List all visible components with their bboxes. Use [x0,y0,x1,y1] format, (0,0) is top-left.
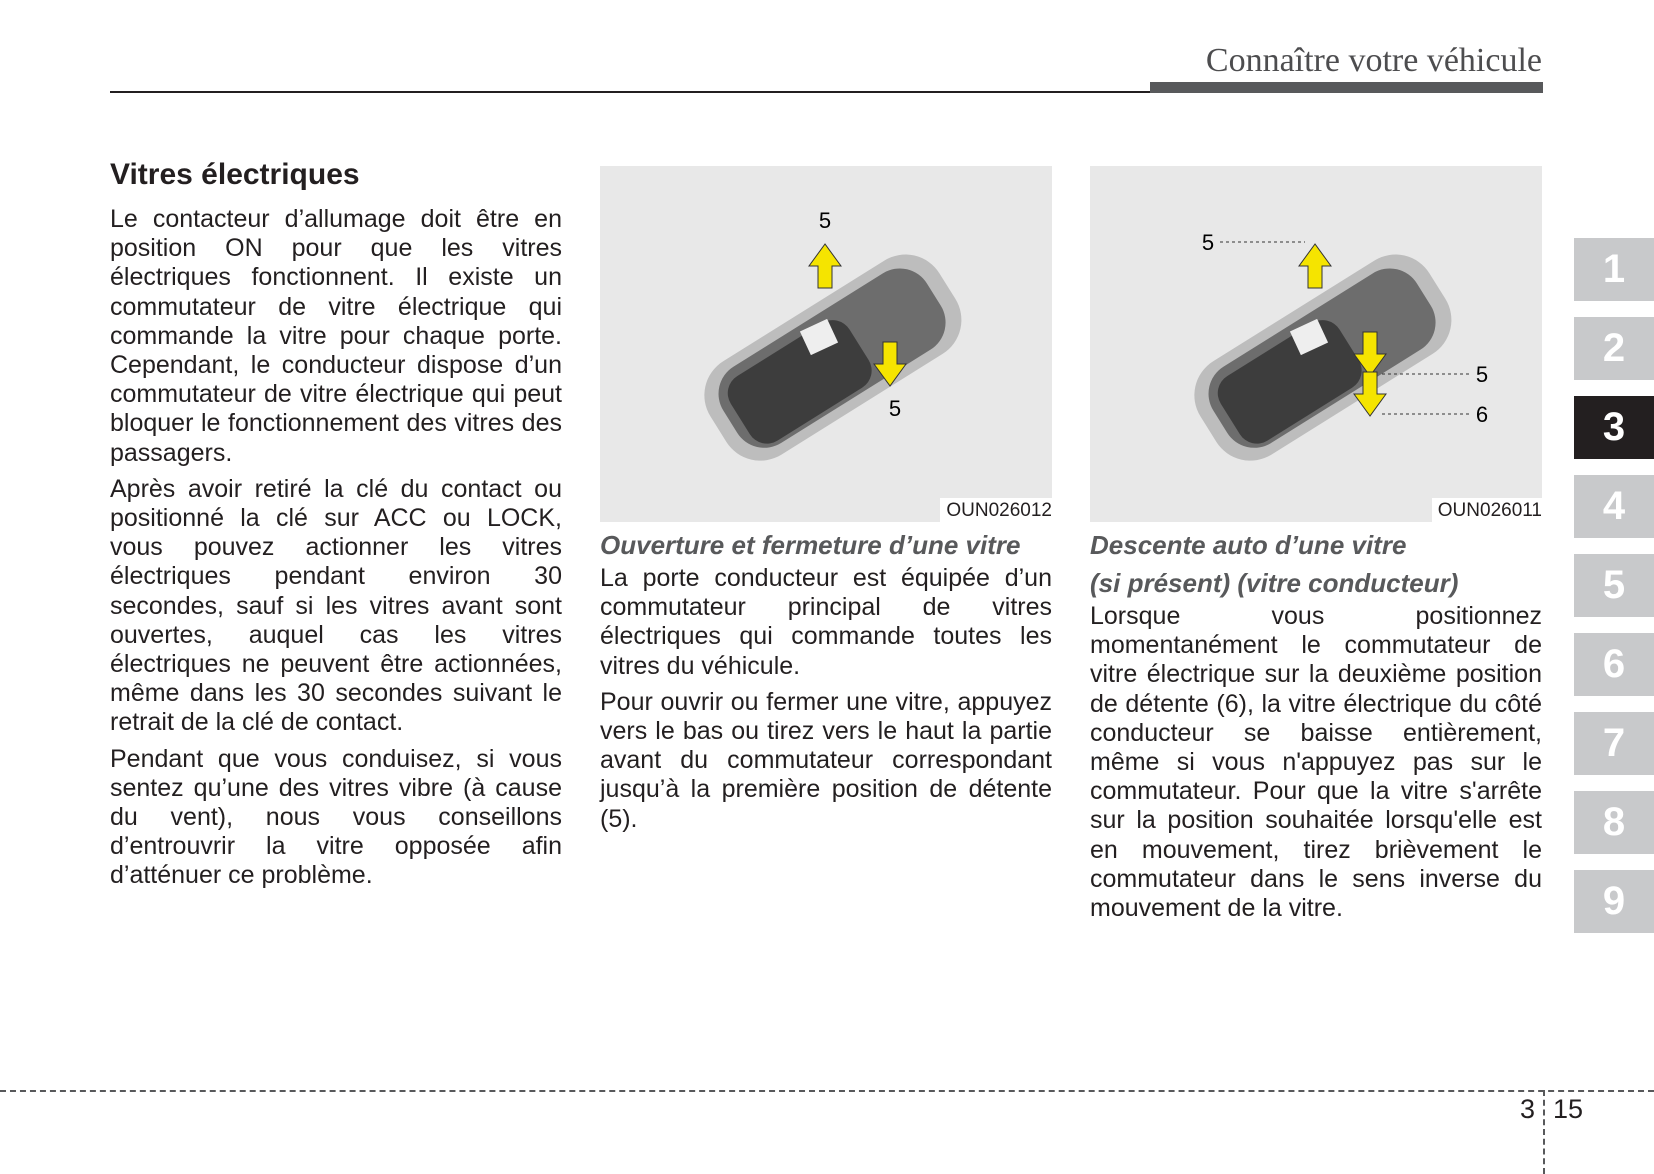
paragraph: Le contacteur d’allumage doit être en position ON pour que les vitres électriques fonctionnent. Il existe un commutateur de vitre électrique qui commande la vitre pour chaque porte. Cependant, le conducteur dispose d’un commutateur de vitre électrique qui peut bloquer le fonctionnement des vitres des passagers. [110,205,562,467]
chapter-tab-7[interactable]: 7 [1574,712,1654,775]
page-number: 15 [1553,1094,1584,1124]
window-switch-illustration [600,166,1052,522]
chapter-tab-8[interactable]: 8 [1574,791,1654,854]
figure-caption: Ouverture et fermeture d’une vitre [600,530,1021,560]
label-down: 5 [888,396,902,421]
paragraph: Après avoir retiré la clé du contact ou positionné la clé sur ACC ou LOCK, vous pouvez actionner les vitres électriques pendant environ 30 secondes, sauf si les vitres avant sont ouvertes, auquel cas les vitres électriques ne peuvent être actionnées, même dans les 30 secondes suivant le retrait de la clé de contact. [110,474,562,737]
paragraph: La porte conducteur est équipée d’un commutateur principal de vitres électriques qui commande toutes les vitres du véhicule. [600,564,1052,680]
label-up: 5 [818,208,832,233]
window-switch-illustration [1090,166,1542,522]
switch-figure-2 [1090,166,1542,522]
chapter-tab-4[interactable]: 4 [1574,475,1654,538]
chapter-tab-6[interactable]: 6 [1574,633,1654,696]
chapter-tab-2[interactable]: 2 [1574,317,1654,380]
figure-caption: Descente auto d’une vitre [1090,530,1407,560]
paragraph: Lorsque vous positionnez momentanément le commutateur de vitre électrique sur la deuxième position de détente (6), la vitre électrique du côté conducteur se baisse entièrement, même si vous n'appuyez pas sur le commutateur. Pour que la vitre s'arrête sur la position souhaitée lorsqu'elle est en mouvement, tirez brièvement le commutateur dans le sens inverse du mouvement de la vitre. [1090,602,1542,923]
chapter-tab-9[interactable]: 9 [1574,870,1654,933]
figure-code: OUN026012 [940,498,1052,522]
switch-figure-1 [600,166,1052,522]
label-up: 5 [1201,230,1215,255]
header-bar [1150,82,1543,93]
figure-caption-2: (si présent) (vitre conducteur) [1090,568,1459,598]
footer-divider [1543,1090,1545,1174]
section-title: Connaître votre véhicule [1205,42,1542,79]
paragraph: Pendant que vous conduisez, si vous sentez qu’une des vitres vibre (à cause du vent), nous vous conseillons d’entrouvrir la vitre opposée afin d’atténuer ce problème. [110,744,562,890]
chapter-number: 3 [1520,1094,1536,1124]
paragraph: Pour ouvrir ou fermer une vitre, appuyez vers le bas ou tirez vers le haut la partie avant du commutateur correspondant jusqu’à la première position de détente (5). [600,687,1052,833]
label-auto: 6 [1475,402,1489,427]
chapter-tab-1[interactable]: 1 [1574,238,1654,301]
heading: Vitres électriques [110,158,360,191]
header-rule [110,91,1150,93]
chapter-tab-3[interactable]: 3 [1574,396,1654,459]
label-down: 5 [1475,362,1489,387]
figure-code: OUN026011 [1432,498,1542,522]
left-column [110,205,562,898]
chapter-tab-5[interactable]: 5 [1574,554,1654,617]
middle-column [600,526,1052,841]
right-column [1090,526,1542,930]
footer-rule [0,1090,1654,1092]
